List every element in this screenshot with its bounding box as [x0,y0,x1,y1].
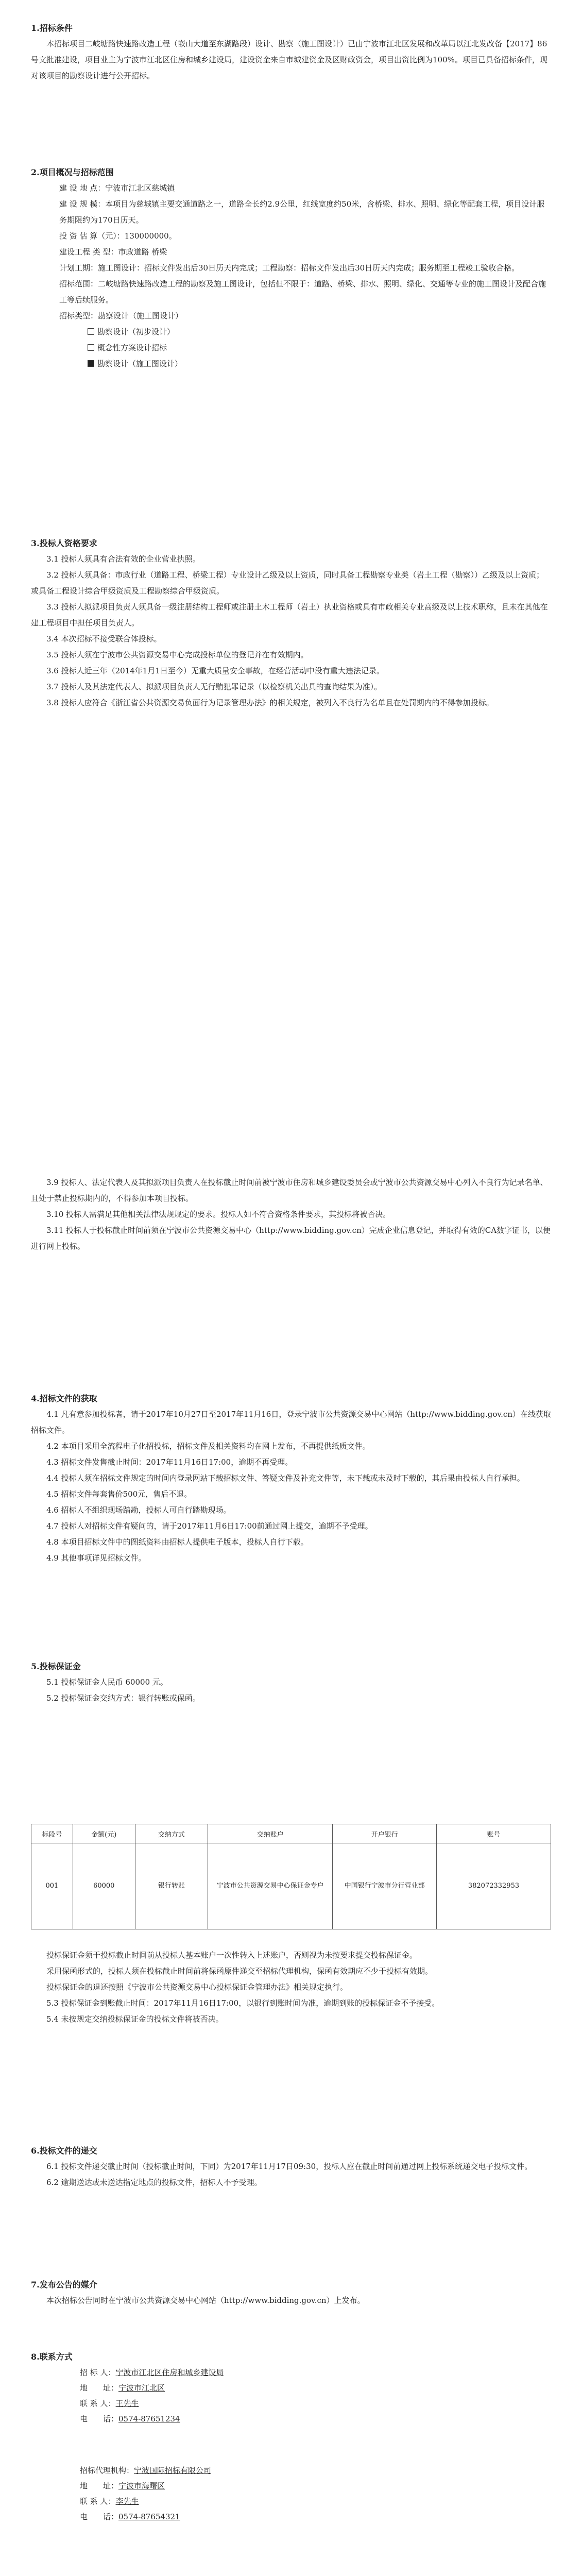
overview-line: 建 设 规 模：本项目为慈城镇主要交通道路之一，道路全长约2.9公里，红线宽度约50米，含桥梁、排水、照明、绿化等配套工程，项目设计服务期限约为170日历天。 [59,199,545,225]
document-item: 4.5 招标文件每套售价500元，售后不退。 [46,1489,192,1499]
section-body: 本招标项目二岐塘路快速路改造工程（嵌山大道至东湖路段）设计、勘察（施工图设计）已由宁波市江北区发展和改革局以江北发改备【2017】86号文批准建设，项目业主为宁波市江北区住房和城乡建设局，建设资金来自市城建资金及区财政资金，项目出资比例为100%。项目已具备招标条件，现对该项目的勘察设计进行公开招标。 [31,39,547,80]
tenderer-phone: 电 话：0574-87651234 [80,2414,180,2424]
agent-address: 地 址：宁波市海曙区 [80,2481,165,2490]
table-header-cell: 交纳方式 [135,1824,208,1843]
overview-line: 招标范围：二岐塘路快速路改造工程的勘察及施工图设计，包括但不限于：道路、桥梁、排水、照明、绿化、交通等专业的施工图设计及配合施工等后续服务。 [59,279,546,304]
section-tender-conditions [31,21,551,84]
section-heading: 8.联系方式 [31,2352,73,2362]
section-project-overview [31,165,551,372]
document-item: 4.6 招标人不组织现场踏勘，投标人可自行踏勘现场。 [46,1505,231,1515]
tender-type-option: 勘察设计（施工图设计） [31,356,551,372]
overview-line: 建设工程 类 型：市政道路 桥梁 [59,247,167,257]
agent-phone: 电 话：0574-87654321 [80,2512,180,2521]
overview-line: 投 资 估 算（元）：130000000。 [59,231,177,241]
table-cell: 宁波市公共资源交易中心保证金专户 [208,1843,333,1929]
bond-note: 投标保证金须于投标截止时间前从投标人基本账户一次性转入上述账户，否则视为未按要求提交投标保证金。 [46,1951,418,1960]
document-item: 4.2 本项目采用全流程电子化招投标，招标文件及相关资料均在网上发布，不再提供纸质文件。 [46,1442,370,1451]
bond-note: 5.4 未按规定交纳投标保证金的投标文件将被否决。 [46,2014,224,2024]
bond-line: 5.2 投标保证金交纳方式：银行转账或保函。 [46,1693,200,1703]
submission-item: 6.1 投标文件递交截止时间（投标截止时间，下同）为2017年11月17日09:30，投标人应在截止时间前通过网上投标系统递交电子投标文件。 [46,2162,533,2171]
table-cell: 银行转账 [135,1843,208,1929]
overview-line: 建 设 地 点：宁波市江北区慈城镇 [59,183,175,193]
bond-note: 投标保证金的退还按照《宁波市公共资源交易中心投标保证金管理办法》相关规定执行。 [46,1982,348,1992]
table-header-cell: 金额(元) [73,1824,135,1843]
section-heading: 5.投标保证金 [31,1662,81,1671]
bond-note: 5.3 投标保证金到账截止时间：2017年11月16日17:00，以银行到账时间为准，逾期到账的投标保证金不予接受。 [46,1998,440,2008]
section-qualification [31,536,551,711]
document-item: 4.7 投标人对招标文件有疑问的，请于2017年11月6日17:00前通过网上提交，逾期不予受理。 [46,1521,373,1531]
agent-contact: 联 系 人：李先生 [80,2497,139,2506]
table-cell: 001 [31,1843,73,1929]
section-submission [31,2143,551,2191]
section-obtain-documents [31,1391,551,1566]
bond-table [31,1824,551,1929]
checkbox-icon [88,328,94,335]
tender-type-option: 概念性方案设计招标 [31,340,551,356]
section-heading: 4.招标文件的获取 [31,1394,97,1403]
overview-line: 计划工期：施工图设计：招标文件发出后30日历天内完成；工程勘察：招标文件发出后30日历天内完成；服务期至工程竣工验收合格。 [59,263,520,273]
requirement-item: 3.9 投标人、法定代表人及其拟派项目负责人在投标截止时间前被宁波市住房和城乡建设委员会或宁波市公共资源交易中心列入不良行为记录名单、且处于禁止投标期内的，不得参加本项目投标。 [31,1178,548,1203]
table-row [31,1843,551,1929]
document-item: 4.9 其他事项详见招标文件。 [46,1553,146,1563]
document-item: 4.4 投标人须在招标文件规定的时间内登录网站下载招标文件、答疑文件及补充文件等，未下载或未及时下载的，其后果由投标人自行承担。 [46,1473,525,1483]
requirement-item: 3.4 本次招标不接受联合体投标。 [46,634,162,643]
submission-item: 6.2 逾期送达或未送达指定地点的投标文件，招标人不予受理。 [46,2178,262,2187]
section-heading: 7.发布公告的媒介 [31,2280,97,2290]
requirement-item: 3.11 投标人于投标截止时间前须在宁波市公共资源交易中心（http://www.bidding.gov.cn）完成企业信息登记，并取得有效的CA数字证书，以便进行网上投标。 [31,1226,551,1251]
requirement-item: 3.3 投标人拟派项目负责人须具备一级注册结构工程师或注册土木工程师（岩土）执业资格或具有市政相关专业高级及以上技术职称，且未在其他在建工程项目中担任项目负责人。 [31,602,548,628]
section-bid-bond [31,1659,551,1706]
section-heading: 2.项目概况与招标范围 [31,167,114,177]
document-item: 4.1 凡有意参加投标者，请于2017年10月27日至2017年11月16日，登录宁波市公共资源交易中心网站（http://www.bidding.gov.cn）在线获取招标文件。 [31,1410,551,1435]
bond-line: 5.1 投标保证金人民币 60000 元。 [46,1677,168,1687]
table-cell: 中国银行宁波市分行营业部 [333,1843,437,1929]
table-cell: 382072332953 [437,1843,551,1929]
table-cell: 60000 [73,1843,135,1929]
table-header-row [31,1824,551,1843]
requirement-item: 3.6 投标人近三年（2014年1月1日至今）无重大质量安全事故，在经营活动中没有重大违法记录。 [46,666,384,675]
media-body: 本次招标公告同时在宁波市公共资源交易中心网站（http://www.bidding.gov.cn）上发布。 [46,2296,365,2305]
section-qualification-continued [31,1175,551,1255]
requirement-item: 3.5 投标人须在宁波市公共资源交易中心完成投标单位的登记并在有效期内。 [46,650,309,659]
section-heading: 1.招标条件 [31,23,73,33]
table-header-cell: 开户银行 [333,1824,437,1843]
tender-type-option: 勘察设计（初步设计） [31,324,551,340]
section-contacts [31,2349,551,2524]
agent-name: 招标代理机构：宁波国际招标有限公司 [80,2466,212,2475]
table-header-cell: 账号 [437,1824,551,1843]
section-media [31,2277,551,2309]
section-heading: 6.投标文件的递交 [31,2146,97,2156]
requirement-item: 3.1 投标人须具有合法有效的企业营业执照。 [46,554,200,564]
checkbox-checked-icon [88,360,94,367]
document-item: 4.3 招标文件发售截止时间：2017年11月16日17:00，逾期不再受理。 [46,1458,293,1467]
requirement-item: 3.2 投标人须具备：市政行业（道路工程、桥梁工程）专业设计乙级及以上资质，同时具备工程勘察专业类（岩土工程（勘察））乙级及以上资质；或具备工程设计综合甲级资质及工程勘察综合甲级资质。 [31,570,544,596]
table-header-cell: 标段号 [31,1824,73,1843]
overview-line: 招标类型：勘察设计（施工图设计） [59,311,183,320]
checkbox-icon [88,344,94,351]
document-item: 4.8 本项目招标文件中的图纸资料由招标人提供电子版本，投标人自行下载。 [46,1537,309,1547]
requirement-item: 3.7 投标人及其法定代表人、拟派项目负责人无行贿犯罪记录（以检察机关出具的查询结果为准）。 [46,682,382,691]
tenderer-name: 招 标 人：宁波市江北区住房和城乡建设局 [80,2368,224,2377]
bond-note: 采用保函形式的，投标人须在投标截止时间前将保函原件递交至招标代理机构，保函有效期应不少于投标有效期。 [46,1967,433,1976]
section-bond-notes [31,1947,551,2027]
tenderer-contact: 联 系 人：王先生 [80,2399,139,2408]
requirement-item: 3.8 投标人应符合《浙江省公共资源交易负面行为记录管理办法》的相关规定，被列入不良行为名单且在处罚期内的不得参加投标。 [46,698,494,707]
table-header-cell: 交纳账户 [208,1824,333,1843]
section-heading: 3.投标人资格要求 [31,538,97,548]
requirement-item: 3.10 投标人需满足其他相关法律法规规定的要求。投标人如不符合资格条件要求，其投标将被否决。 [46,1210,391,1219]
tenderer-address: 地 址：宁波市江北区 [80,2383,165,2393]
